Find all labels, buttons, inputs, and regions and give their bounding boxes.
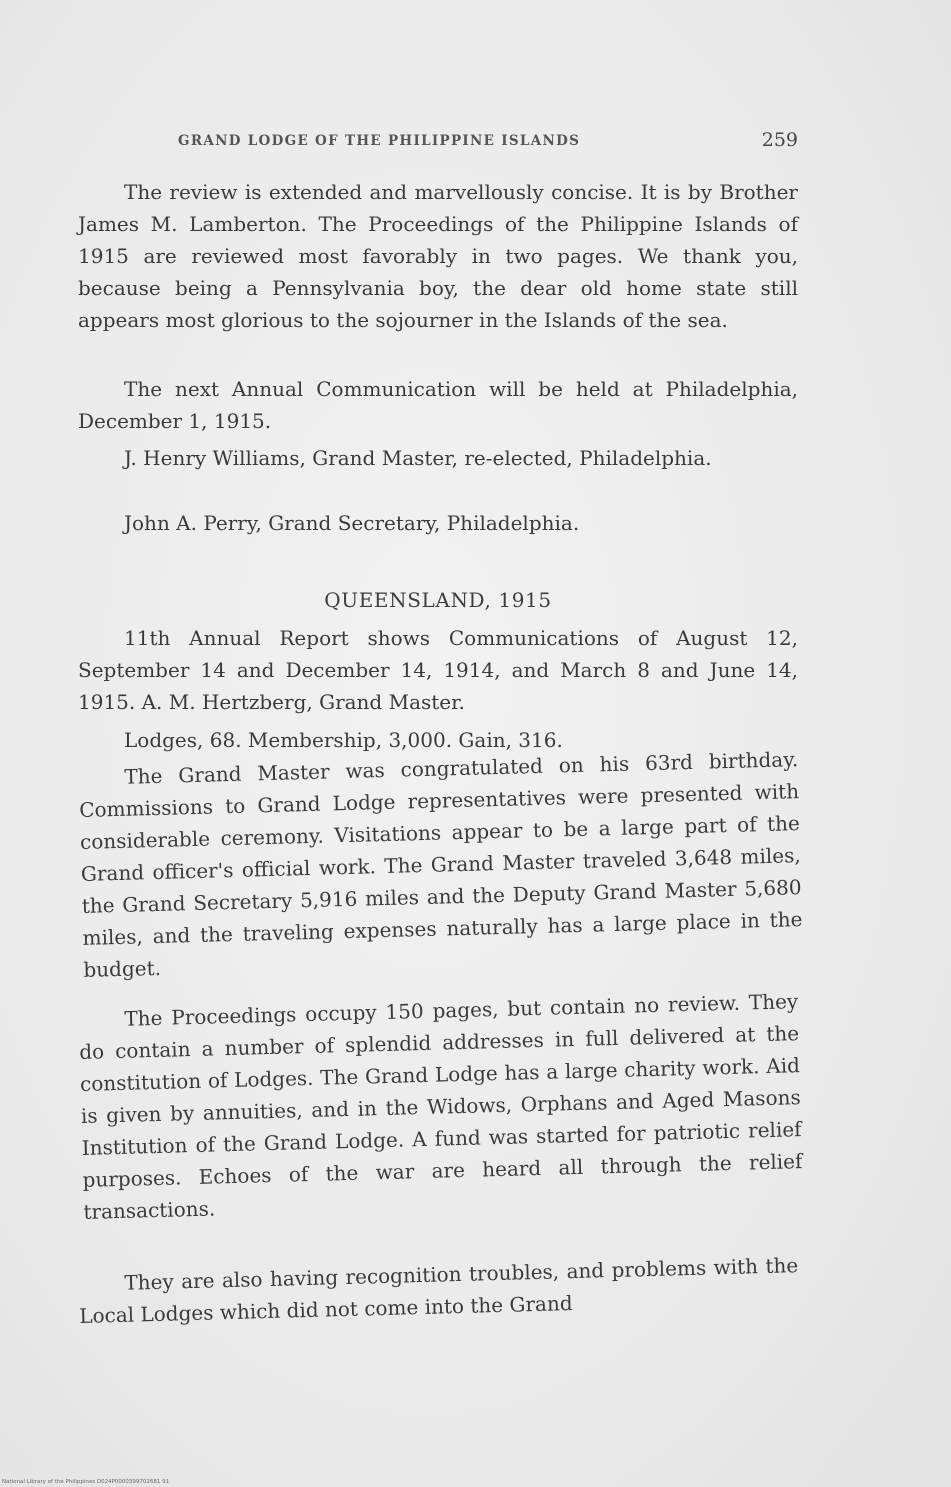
page-number: 259 <box>761 129 798 151</box>
library-credit: National Library of the Philippines D024P0000399702681 91 <box>2 1479 170 1485</box>
queensland-grand-master-paragraph: The Grand Master was congratulated on his 63rd birthday. Commissions to Grand Lodge representatives were presented with considerable ceremony. Visitations appear to be a large part of the Grand officer's official work. The Grand Master traveled 3,648 miles, the Grand Secretary 5,916 miles and the Deputy Grand Master 5,680 miles, and the traveling expenses naturally has a large place in the budget. <box>78 747 803 982</box>
queensland-proceedings-paragraph: The Proceedings occupy 150 pages, but contain no review. They do contain a number of splendid addresses in full delivered at the constitution of Lodges. The Grand Lodge has a large charity work. Aid is given by annuities, and in the Widows, Orphans and Aged Masons Institution of the Grand Lodge. A fund was started for patriotic relief purposes. Echoes of the war are heard all through the relief transactions. <box>78 989 803 1224</box>
section-heading-queensland: QUEENSLAND, 1915 <box>324 588 552 612</box>
queensland-statistics-paragraph: Lodges, 68. Membership, 3,000. Gain, 316. <box>124 728 563 752</box>
queensland-recognition-paragraph: They are also having recognition troubles, and problems with the Local Lodges which did not come into the Grand <box>78 1253 799 1328</box>
page-header <box>178 131 798 155</box>
pennsylvania-grand-secretary-paragraph: John A. Perry, Grand Secretary, Philadelphia. <box>124 511 580 535</box>
pennsylvania-grand-master-paragraph: J. Henry Williams, Grand Master, re-elected, Philadelphia. <box>124 446 712 470</box>
running-head: GRAND LODGE OF THE PHILIPPINE ISLANDS <box>178 133 581 149</box>
pennsylvania-review-paragraph: The review is extended and marvellously concise. It is by Brother James M. Lamberton. The Proceedings of the Philippine Islands of 1915 are reviewed most favorably in two pages. We thank you, because being a Pennsylvania boy, the dear old home state still appears most glorious to the sojourner in the Islands of the sea. <box>78 180 798 332</box>
pennsylvania-next-communication-paragraph: The next Annual Communication will be held at Philadelphia, December 1, 1915. <box>78 377 798 433</box>
queensland-annual-report-paragraph: 11th Annual Report shows Communications of August 12, September 14 and December 14, 1914, and March 8 and June 14, 1915. A. M. Hertzberg, Grand Master. <box>78 626 798 714</box>
